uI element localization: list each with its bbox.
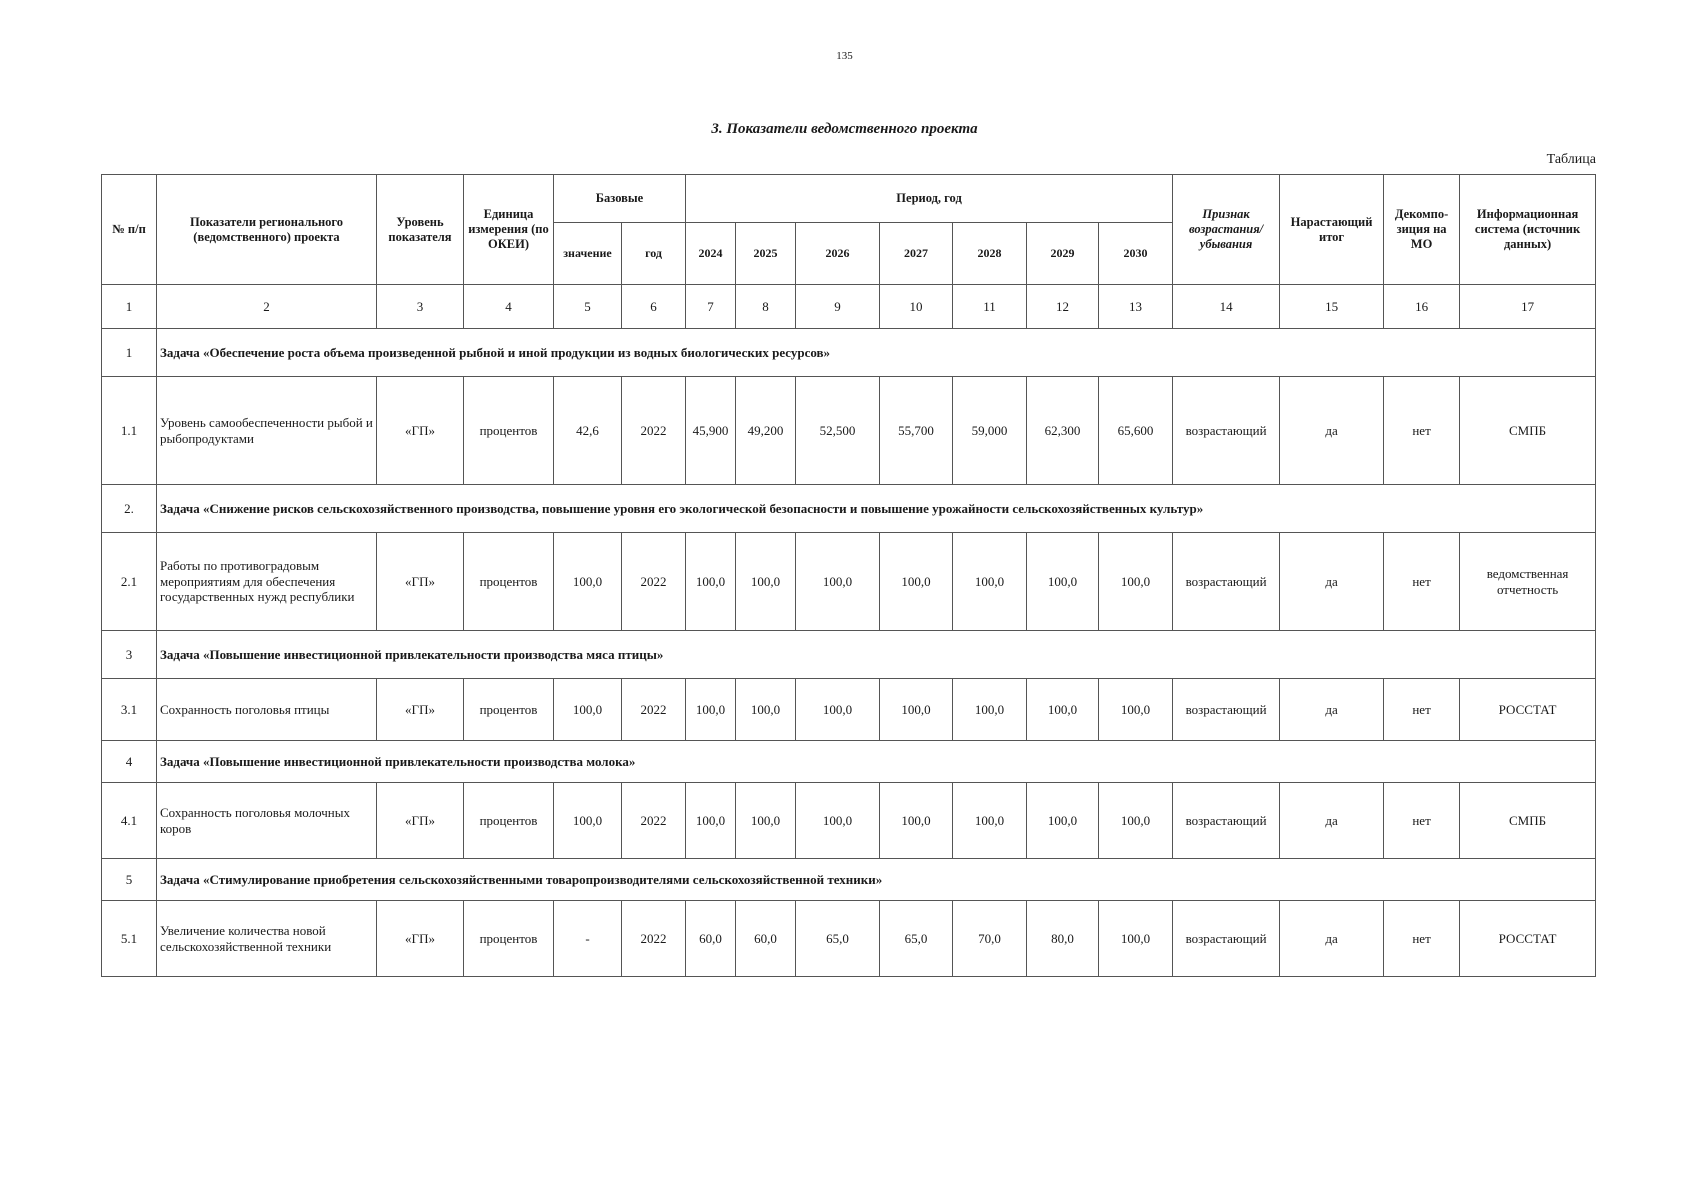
- header-year: 2030: [1099, 223, 1173, 285]
- column-number: 14: [1173, 285, 1280, 329]
- sign-value: возрастающий: [1173, 377, 1280, 485]
- year-value: 55,700: [880, 377, 953, 485]
- column-number: 9: [796, 285, 880, 329]
- header-indicator: Показатели регионального (ведомственного) проекта: [157, 175, 377, 285]
- indicator-number: 4.1: [102, 783, 157, 859]
- task-title: Задача «Стимулирование приобретения сельскохозяйственными товаропроизводителями сельскохозяйственной техники»: [157, 859, 1596, 901]
- indicator-number: 5.1: [102, 901, 157, 977]
- cumulative-value: да: [1280, 377, 1384, 485]
- indicator-name: Работы по противоградовым мероприятиям для обеспечения государственных нужд республики: [157, 533, 377, 631]
- year-value: 100,0: [1027, 783, 1099, 859]
- indicator-level: «ГП»: [377, 679, 464, 741]
- indicator-unit: процентов: [464, 377, 554, 485]
- column-number: 4: [464, 285, 554, 329]
- column-number-row: [102, 285, 1596, 329]
- year-value: 100,0: [1099, 533, 1173, 631]
- header-unit: Единица измерения (по ОКЕИ): [464, 175, 554, 285]
- header-cumulative: Нарастающий итог: [1280, 175, 1384, 285]
- indicator-unit: процентов: [464, 533, 554, 631]
- sign-value: возрастающий: [1173, 901, 1280, 977]
- base-value: -: [554, 901, 622, 977]
- header-sign: Признак возрастания/ убывания: [1173, 175, 1280, 285]
- header-decomposition: Декомпо- зиция на МО: [1384, 175, 1460, 285]
- year-value: 100,0: [686, 679, 736, 741]
- task-row: [102, 329, 1596, 377]
- year-value: 100,0: [736, 679, 796, 741]
- header-year: 2025: [736, 223, 796, 285]
- task-number: 1: [102, 329, 157, 377]
- column-number: 2: [157, 285, 377, 329]
- header-year: 2024: [686, 223, 736, 285]
- column-number: 8: [736, 285, 796, 329]
- year-value: 49,200: [736, 377, 796, 485]
- column-number: 12: [1027, 285, 1099, 329]
- base-value: 100,0: [554, 679, 622, 741]
- indicator-row: [102, 377, 1596, 485]
- indicator-level: «ГП»: [377, 377, 464, 485]
- base-year: 2022: [622, 377, 686, 485]
- year-value: 100,0: [880, 783, 953, 859]
- indicator-row: [102, 533, 1596, 631]
- column-number: 6: [622, 285, 686, 329]
- indicator-row: [102, 901, 1596, 977]
- header-year: 2026: [796, 223, 880, 285]
- column-number: 3: [377, 285, 464, 329]
- cumulative-value: да: [1280, 679, 1384, 741]
- column-number: 16: [1384, 285, 1460, 329]
- indicator-level: «ГП»: [377, 533, 464, 631]
- indicator-row: [102, 783, 1596, 859]
- year-value: 59,000: [953, 377, 1027, 485]
- indicator-name: Сохранность поголовья птицы: [157, 679, 377, 741]
- cumulative-value: да: [1280, 783, 1384, 859]
- year-value: 62,300: [1027, 377, 1099, 485]
- year-value: 100,0: [686, 533, 736, 631]
- cumulative-value: да: [1280, 901, 1384, 977]
- header-year: 2028: [953, 223, 1027, 285]
- year-value: 45,900: [686, 377, 736, 485]
- base-value: 100,0: [554, 533, 622, 631]
- indicator-level: «ГП»: [377, 783, 464, 859]
- indicator-unit: процентов: [464, 679, 554, 741]
- year-value: 100,0: [1099, 901, 1173, 977]
- decomposition-value: нет: [1384, 533, 1460, 631]
- year-value: 65,0: [880, 901, 953, 977]
- year-value: 100,0: [796, 679, 880, 741]
- task-row: [102, 859, 1596, 901]
- year-value: 100,0: [953, 533, 1027, 631]
- year-value: 100,0: [1027, 679, 1099, 741]
- source-value: РОССТАТ: [1460, 679, 1596, 741]
- task-title: Задача «Повышение инвестиционной привлекательности производства молока»: [157, 741, 1596, 783]
- header-base-year: год: [622, 223, 686, 285]
- year-value: 100,0: [686, 783, 736, 859]
- column-number: 15: [1280, 285, 1384, 329]
- indicator-unit: процентов: [464, 783, 554, 859]
- year-value: 80,0: [1027, 901, 1099, 977]
- header-year: 2027: [880, 223, 953, 285]
- year-value: 100,0: [1099, 679, 1173, 741]
- year-value: 100,0: [1099, 783, 1173, 859]
- base-value: 100,0: [554, 783, 622, 859]
- indicators-table: [101, 174, 1596, 977]
- cumulative-value: да: [1280, 533, 1384, 631]
- column-number: 11: [953, 285, 1027, 329]
- decomposition-value: нет: [1384, 377, 1460, 485]
- year-value: 52,500: [796, 377, 880, 485]
- source-value: ведомственная отчетность: [1460, 533, 1596, 631]
- indicator-name: Уровень самообеспеченности рыбой и рыбопродуктами: [157, 377, 377, 485]
- header-level: Уровень показателя: [377, 175, 464, 285]
- indicator-level: «ГП»: [377, 901, 464, 977]
- year-value: 100,0: [953, 783, 1027, 859]
- column-number: 7: [686, 285, 736, 329]
- task-title: Задача «Снижение рисков сельскохозяйственного производства, повышение уровня его экологической безопасности и повышение урожайности сельскохозяйственных культур»: [157, 485, 1596, 533]
- indicator-row: [102, 679, 1596, 741]
- year-value: 60,0: [736, 901, 796, 977]
- decomposition-value: нет: [1384, 679, 1460, 741]
- indicator-number: 1.1: [102, 377, 157, 485]
- sign-value: возрастающий: [1173, 783, 1280, 859]
- year-value: 65,600: [1099, 377, 1173, 485]
- indicator-number: 3.1: [102, 679, 157, 741]
- column-number: 10: [880, 285, 953, 329]
- year-value: 100,0: [880, 533, 953, 631]
- source-value: СМПБ: [1460, 377, 1596, 485]
- base-year: 2022: [622, 783, 686, 859]
- source-value: РОССТАТ: [1460, 901, 1596, 977]
- task-number: 3: [102, 631, 157, 679]
- base-year: 2022: [622, 901, 686, 977]
- header-num: № п/п: [102, 175, 157, 285]
- year-value: 100,0: [880, 679, 953, 741]
- header-base-value: значение: [554, 223, 622, 285]
- task-number: 4: [102, 741, 157, 783]
- header-year: 2029: [1027, 223, 1099, 285]
- decomposition-value: нет: [1384, 783, 1460, 859]
- decomposition-value: нет: [1384, 901, 1460, 977]
- year-value: 70,0: [953, 901, 1027, 977]
- indicator-number: 2.1: [102, 533, 157, 631]
- year-value: 100,0: [796, 783, 880, 859]
- header-base: Базовые: [554, 175, 686, 223]
- task-title: Задача «Обеспечение роста объема произведенной рыбной и иной продукции из водных биологических ресурсов»: [157, 329, 1596, 377]
- source-value: СМПБ: [1460, 783, 1596, 859]
- table-caption: Таблица: [1546, 152, 1596, 167]
- year-value: 60,0: [686, 901, 736, 977]
- year-value: 100,0: [736, 533, 796, 631]
- base-value: 42,6: [554, 377, 622, 485]
- year-value: 100,0: [796, 533, 880, 631]
- task-number: 2.: [102, 485, 157, 533]
- year-value: 100,0: [953, 679, 1027, 741]
- header-info-system: Информационная система (источник данных): [1460, 175, 1596, 285]
- column-number: 13: [1099, 285, 1173, 329]
- base-year: 2022: [622, 533, 686, 631]
- document-title: 3. Показатели ведомственного проекта: [711, 121, 978, 137]
- sign-value: возрастающий: [1173, 533, 1280, 631]
- indicator-name: Увеличение количества новой сельскохозяйственной техники: [157, 901, 377, 977]
- column-number: 5: [554, 285, 622, 329]
- indicator-name: Сохранность поголовья молочных коров: [157, 783, 377, 859]
- column-number: 1: [102, 285, 157, 329]
- task-row: [102, 741, 1596, 783]
- task-title: Задача «Повышение инвестиционной привлекательности производства мяса птицы»: [157, 631, 1596, 679]
- page-number: 135: [836, 50, 853, 62]
- column-number: 17: [1460, 285, 1596, 329]
- year-value: 100,0: [1027, 533, 1099, 631]
- year-value: 65,0: [796, 901, 880, 977]
- sign-value: возрастающий: [1173, 679, 1280, 741]
- year-value: 100,0: [736, 783, 796, 859]
- indicator-unit: процентов: [464, 901, 554, 977]
- task-number: 5: [102, 859, 157, 901]
- task-row: [102, 485, 1596, 533]
- base-year: 2022: [622, 679, 686, 741]
- header-period: Период, год: [686, 175, 1173, 223]
- task-row: [102, 631, 1596, 679]
